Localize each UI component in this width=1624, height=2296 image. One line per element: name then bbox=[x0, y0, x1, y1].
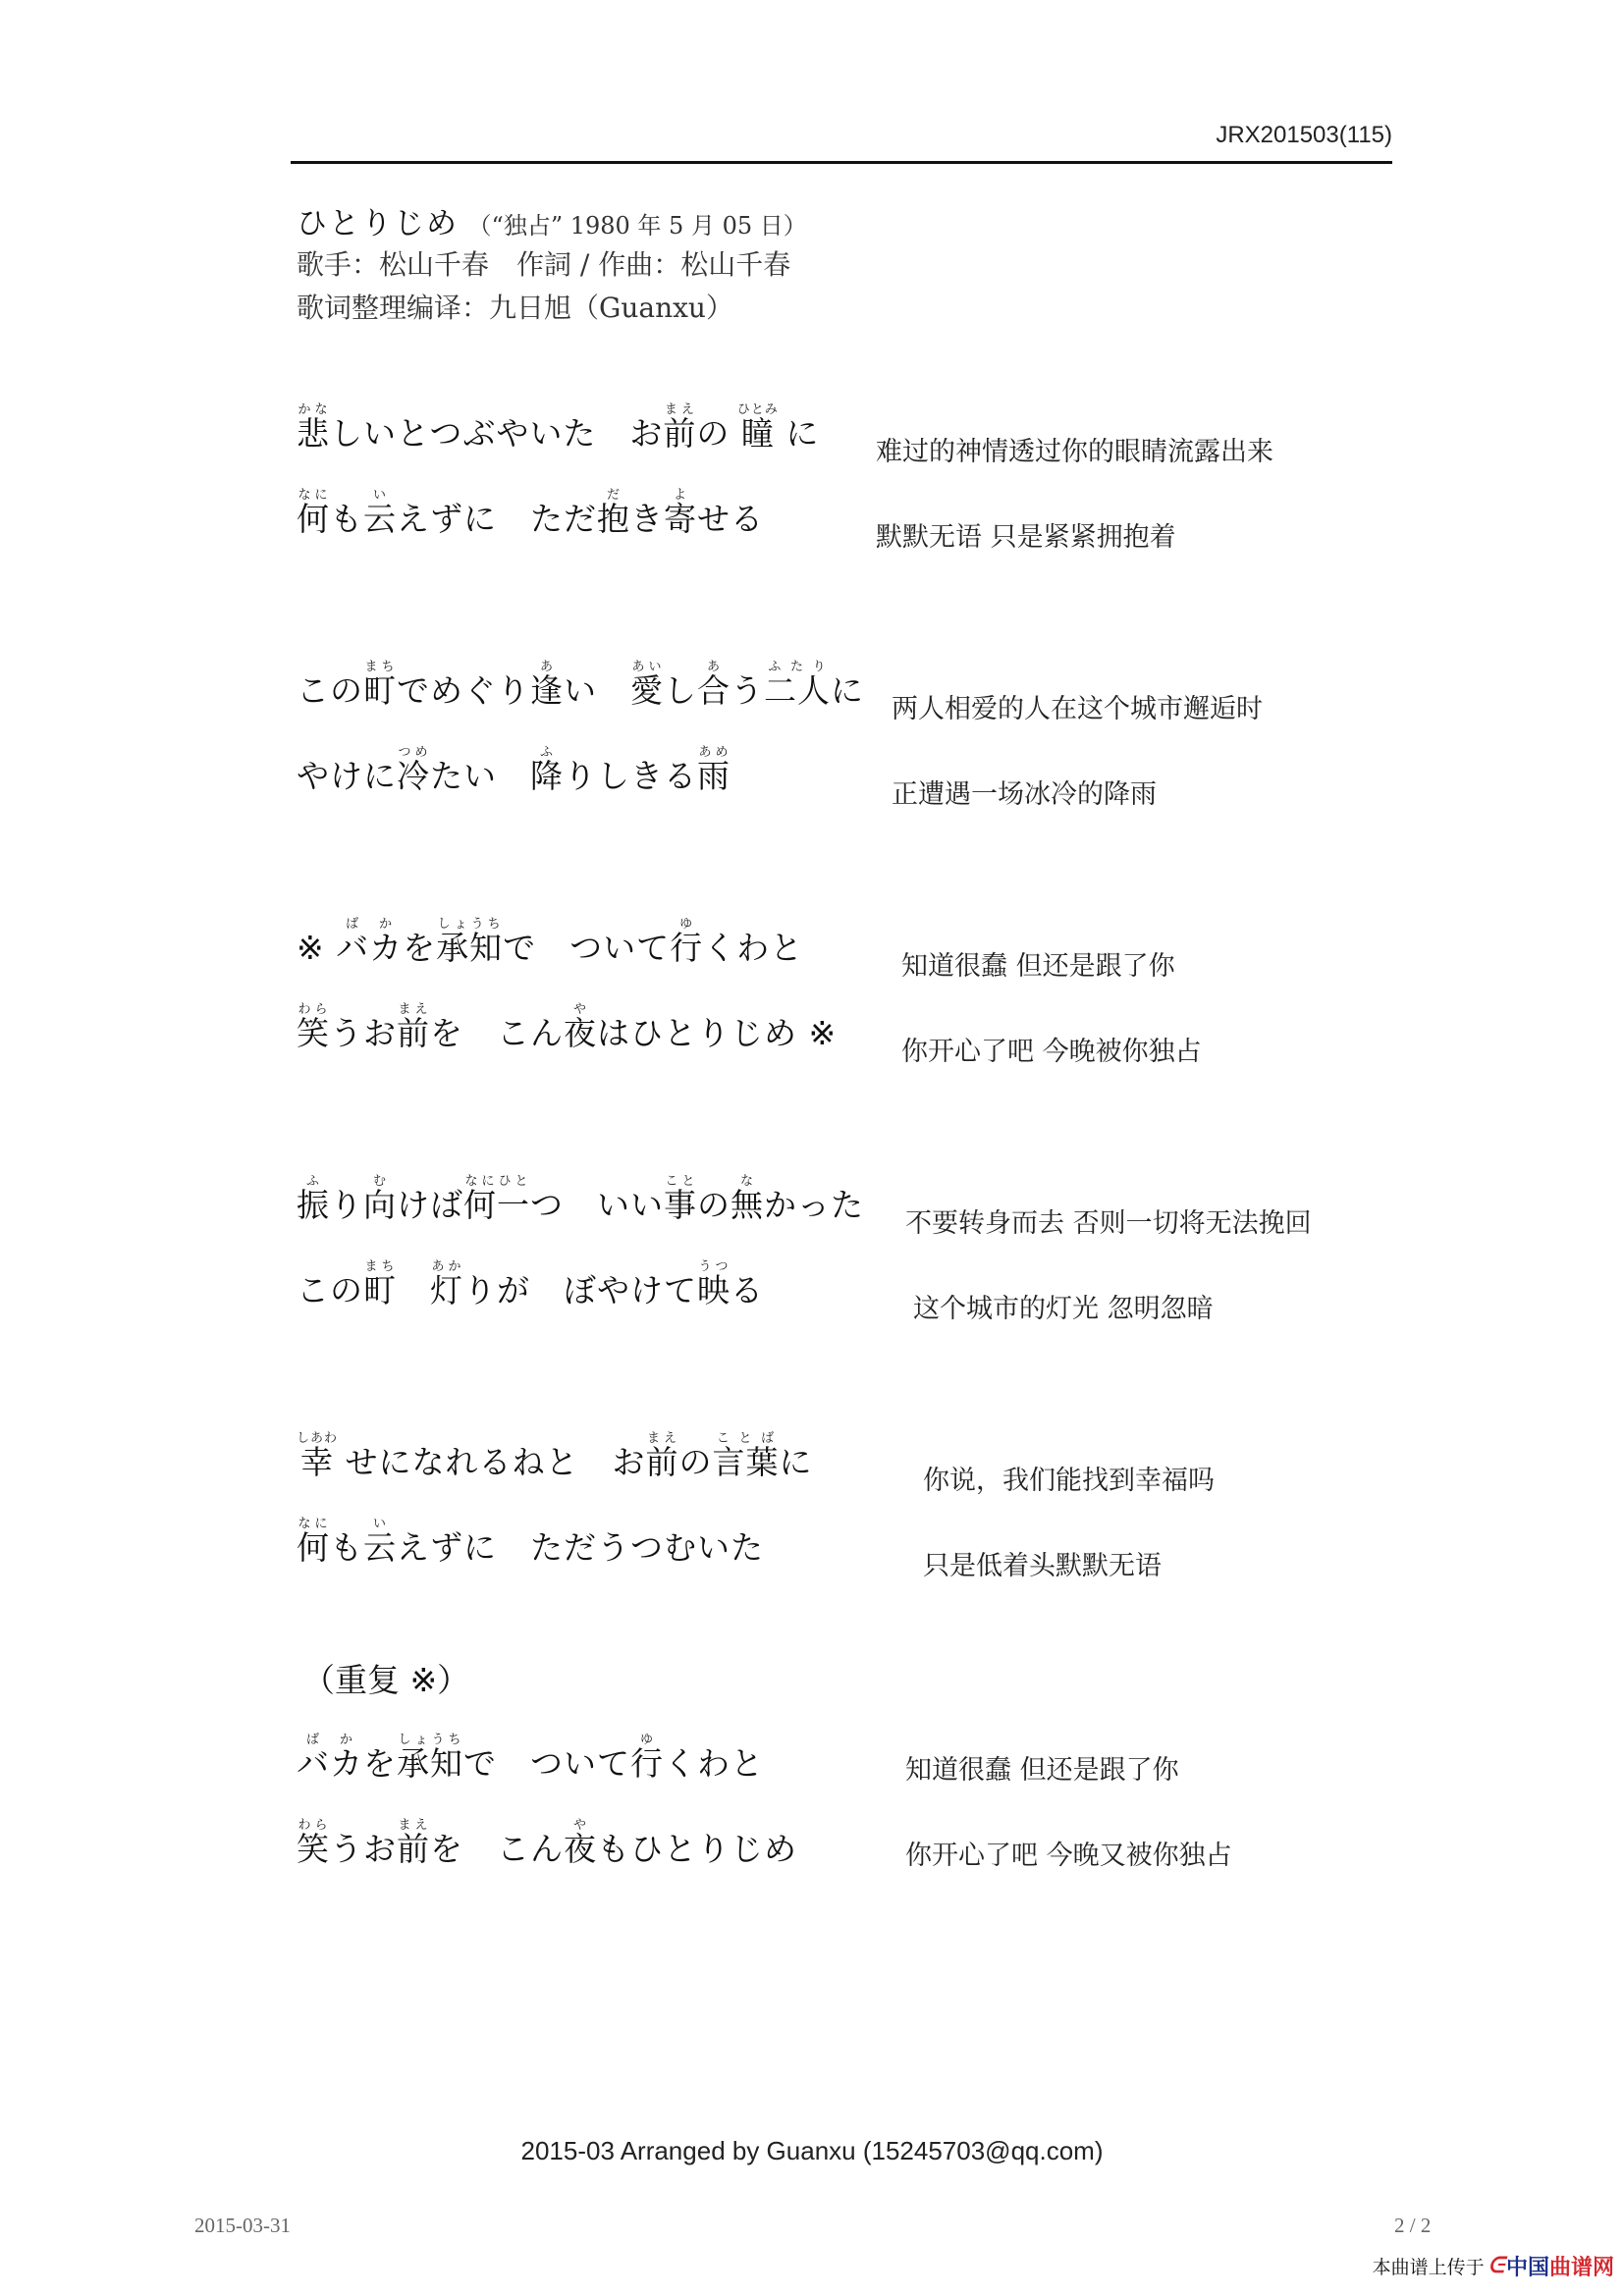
site-logo bbox=[1489, 2251, 1614, 2281]
lyric-kanji-with-furigana bbox=[363, 488, 397, 538]
lyric-text: せになれるねと お bbox=[334, 1443, 646, 1481]
lyric-kanji-with-furigana bbox=[731, 1174, 764, 1224]
furigana: まえ bbox=[663, 402, 697, 417]
lyric-kanji-with-furigana bbox=[336, 917, 404, 967]
lyric-kanji: 瞳 bbox=[736, 414, 779, 453]
furigana: なに bbox=[297, 1517, 330, 1531]
lyric-jp-line bbox=[297, 1818, 797, 1869]
lyric-kanji: 言葉 bbox=[712, 1443, 780, 1481]
furigana: ふたり bbox=[764, 660, 831, 674]
lyric-kanji: 笑 bbox=[297, 1830, 330, 1868]
furigana: だ bbox=[597, 488, 630, 503]
arranger-footer-credit: 2015-03 Arranged by Guanxu (15245703@qq.com) bbox=[520, 2136, 1104, 2165]
song-title bbox=[297, 198, 807, 242]
upload-watermark bbox=[1373, 2251, 1614, 2281]
lyric-kanji-with-furigana bbox=[664, 1174, 697, 1224]
lyric-text: かった bbox=[764, 1186, 864, 1224]
lyric-text: この bbox=[297, 1271, 363, 1309]
furigana: なに bbox=[297, 488, 330, 503]
lyric-kanji: 降 bbox=[530, 757, 564, 795]
furigana: な bbox=[731, 1174, 764, 1189]
lyric-text: で ついて bbox=[463, 1744, 630, 1783]
lyric-kanji: 抱 bbox=[597, 500, 630, 538]
furigana: ことば bbox=[712, 1431, 780, 1446]
lyric-text: を bbox=[363, 1744, 397, 1783]
lyric-kanji: バカ bbox=[297, 1744, 363, 1783]
lyric-text: し bbox=[664, 671, 697, 710]
lyric-kanji: 幸 bbox=[297, 1443, 338, 1481]
furigana: まち bbox=[363, 1259, 397, 1274]
lyric-text: う bbox=[731, 671, 764, 710]
lyric-kanji: 愛 bbox=[630, 671, 664, 710]
lyric-jp-line bbox=[297, 917, 803, 968]
lyric-kanji: 行 bbox=[630, 1744, 664, 1783]
lyric-text: やけに bbox=[297, 757, 397, 795]
lyric-zh-line: 只是低着头默默无语 bbox=[923, 1551, 1162, 1581]
lyric-zh-line: 知道很蠢 但还是跟了你 bbox=[901, 951, 1175, 982]
lyric-text: もひとりじめ bbox=[597, 1830, 797, 1868]
lyric-kanji: 何一 bbox=[463, 1186, 530, 1224]
lyric-text: き bbox=[630, 500, 664, 538]
lyric-kanji: 映 bbox=[697, 1271, 731, 1309]
lyric-kanji-with-furigana bbox=[697, 1259, 731, 1309]
furigana: わら bbox=[297, 1818, 330, 1833]
lyric-kanji-with-furigana bbox=[463, 1174, 530, 1224]
lyric-kanji: 云 bbox=[363, 500, 397, 538]
lyric-text: に bbox=[779, 1443, 813, 1481]
lyric-kanji-with-furigana bbox=[363, 660, 397, 710]
lyric-text: はひとりじめ ※ bbox=[597, 1014, 838, 1052]
furigana: ばか bbox=[297, 1733, 363, 1747]
lyric-kanji: 二人 bbox=[764, 671, 831, 710]
lyric-text: に bbox=[774, 414, 820, 453]
header-rule bbox=[291, 161, 1392, 164]
lyric-kanji: 町 bbox=[363, 671, 397, 710]
lyric-kanji: 前 bbox=[397, 1830, 430, 1868]
lyric-kanji-with-furigana bbox=[397, 1818, 430, 1868]
lyric-kanji: 振 bbox=[297, 1186, 330, 1224]
furigana: まえ bbox=[397, 1818, 430, 1833]
lyric-kanji-with-furigana bbox=[363, 1259, 397, 1309]
lyric-text: この bbox=[297, 671, 363, 710]
singer-credit: 歌手：松山千春 作詞 / 作曲：松山千春 bbox=[297, 248, 791, 281]
lyric-zh-line: 两人相爱的人在这个城市邂逅时 bbox=[892, 694, 1263, 724]
lyric-text bbox=[397, 1271, 430, 1309]
lyric-zh-line: 你说，我们能找到幸福吗 bbox=[923, 1466, 1215, 1496]
furigana: ふ bbox=[297, 1174, 330, 1189]
site-name-part-b: 曲谱网 bbox=[1548, 2256, 1614, 2280]
lyric-kanji-with-furigana bbox=[564, 1002, 597, 1052]
lyric-kanji-with-furigana bbox=[297, 402, 330, 453]
song-title-subtitle: （“独占” 1980 年 5 月 05 日） bbox=[467, 212, 807, 240]
lyric-text: しいとつぶやいた お bbox=[330, 414, 664, 453]
furigana: わら bbox=[297, 1002, 330, 1017]
lyric-kanji-with-furigana bbox=[297, 1818, 330, 1868]
lyric-kanji-with-furigana bbox=[670, 917, 704, 967]
lyric-kanji: 承知 bbox=[436, 929, 504, 967]
lyric-text: でめぐり bbox=[397, 671, 530, 710]
lyric-kanji-with-furigana bbox=[764, 660, 831, 710]
lyric-text: せる bbox=[697, 500, 764, 538]
lyric-kanji: 町 bbox=[363, 1271, 397, 1309]
lyric-text: を こん bbox=[430, 1830, 564, 1868]
lyric-kanji: 何 bbox=[297, 500, 330, 538]
lyric-kanji: 悲 bbox=[297, 414, 330, 453]
furigana: つめ bbox=[397, 745, 430, 760]
lyric-kanji-with-furigana bbox=[564, 1818, 597, 1868]
lyric-kanji: 云 bbox=[363, 1528, 397, 1567]
furigana: ふ bbox=[530, 745, 564, 760]
lyric-text: の bbox=[696, 414, 741, 453]
arranger-credit: 歌词整理编译：九日旭（Guanxu） bbox=[297, 292, 733, 324]
lyric-kanji-with-furigana bbox=[397, 745, 430, 795]
furigana: ひとみ bbox=[736, 402, 779, 417]
lyric-kanji-with-furigana bbox=[697, 745, 731, 795]
lyric-kanji-with-furigana bbox=[363, 1174, 397, 1224]
upload-label: 本曲谱上传于 bbox=[1372, 2257, 1485, 2278]
lyric-text: くわと bbox=[664, 1744, 764, 1783]
lyric-jp-line bbox=[297, 488, 764, 539]
lyric-zh-line: 你开心了吧 今晚被你独占 bbox=[901, 1037, 1202, 1067]
furigana: まち bbox=[363, 660, 397, 674]
lyric-kanji-with-furigana bbox=[530, 660, 564, 710]
lyric-kanji-with-furigana bbox=[630, 1733, 664, 1783]
lyric-kanji-with-furigana bbox=[630, 660, 664, 710]
lyric-kanji: 前 bbox=[645, 1443, 679, 1481]
furigana: まえ bbox=[645, 1431, 679, 1446]
lyric-text: の bbox=[697, 1186, 731, 1224]
lyric-text: い bbox=[564, 671, 630, 710]
lyric-kanji: 行 bbox=[670, 929, 704, 967]
lyric-text: えずに ただ bbox=[397, 500, 597, 538]
lyric-zh-line: 知道很蠢 但还是跟了你 bbox=[905, 1755, 1179, 1786]
lyric-kanji-with-furigana bbox=[297, 1174, 330, 1224]
furigana: ばか bbox=[336, 917, 404, 932]
furigana: や bbox=[564, 1002, 597, 1017]
lyric-zh-line: 不要转身而去 否则一切将无法挽回 bbox=[905, 1208, 1312, 1239]
lyric-jp-line bbox=[297, 1259, 764, 1310]
lyric-text: も bbox=[330, 500, 363, 538]
furigana: しょうち bbox=[436, 917, 504, 932]
lyric-kanji-with-furigana bbox=[712, 1431, 780, 1481]
furigana: ゆ bbox=[670, 917, 704, 932]
lyric-kanji: 合 bbox=[697, 671, 731, 710]
print-date: 2015-03-31 bbox=[194, 2214, 291, 2237]
furigana: い bbox=[363, 1517, 397, 1531]
lyric-text: うお bbox=[330, 1830, 397, 1868]
furigana: しょうち bbox=[397, 1733, 463, 1747]
lyric-jp-line bbox=[297, 660, 864, 711]
lyric-jp-line bbox=[297, 1733, 764, 1784]
lyric-text: り bbox=[330, 1186, 363, 1224]
lyric-text: で ついて bbox=[503, 929, 671, 967]
furigana: うつ bbox=[697, 1259, 731, 1274]
furigana: あか bbox=[430, 1259, 463, 1274]
lyric-text: の bbox=[678, 1443, 713, 1481]
lyric-kanji: 前 bbox=[397, 1014, 430, 1052]
furigana: かな bbox=[297, 402, 330, 417]
lyric-text: つ いい bbox=[530, 1186, 664, 1224]
lyric-jp-line bbox=[297, 1002, 837, 1053]
lyric-kanji: 冷 bbox=[397, 757, 430, 795]
lyric-kanji: 雨 bbox=[697, 757, 731, 795]
furigana: あ bbox=[697, 660, 731, 674]
site-name-part-a: 中国 bbox=[1505, 2256, 1549, 2280]
lyric-text: けば bbox=[397, 1186, 463, 1224]
lyric-text: うお bbox=[330, 1014, 397, 1052]
lyric-text: りしきる bbox=[564, 757, 697, 795]
lyric-kanji-with-furigana bbox=[397, 1733, 463, 1783]
lyric-kanji: 夜 bbox=[564, 1014, 597, 1052]
lyric-text: りが ぼやけて bbox=[463, 1271, 697, 1309]
lyric-kanji: 何 bbox=[297, 1528, 330, 1567]
document-code: JRX201503(115) bbox=[1216, 122, 1392, 148]
song-title-jp: ひとりじめ bbox=[297, 206, 459, 241]
lyric-kanji-with-furigana bbox=[297, 1431, 339, 1481]
lyric-text: る bbox=[731, 1271, 764, 1309]
lyric-kanji: 事 bbox=[664, 1186, 697, 1224]
lyric-kanji-with-furigana bbox=[530, 745, 564, 795]
lyric-kanji-with-furigana bbox=[297, 1517, 330, 1567]
lyric-kanji-with-furigana bbox=[645, 1431, 679, 1481]
lyric-kanji-with-furigana bbox=[436, 917, 504, 967]
furigana: あめ bbox=[697, 745, 731, 760]
lyric-zh-line: 难过的神情透过你的眼睛流露出来 bbox=[876, 437, 1273, 467]
lyric-jp-line bbox=[297, 402, 819, 454]
lyric-kanji-with-furigana bbox=[663, 402, 697, 453]
repeat-marker: （重复 ※） bbox=[302, 1661, 470, 1699]
furigana: や bbox=[564, 1818, 597, 1833]
furigana: しあわ bbox=[297, 1431, 339, 1446]
lyric-jp-line bbox=[297, 1431, 813, 1482]
page-number: 2 / 2 bbox=[1394, 2214, 1432, 2237]
lyric-zh-line: 这个城市的灯光 忽明忽暗 bbox=[913, 1294, 1214, 1324]
furigana: あ bbox=[530, 660, 564, 674]
lyric-kanji: 無 bbox=[731, 1186, 764, 1224]
lyric-text: を こん bbox=[430, 1014, 564, 1052]
lyric-jp-line bbox=[297, 745, 731, 796]
furigana: こと bbox=[664, 1174, 697, 1189]
lyric-text: ※ bbox=[297, 929, 337, 967]
lyric-kanji-with-furigana bbox=[664, 488, 697, 538]
lyric-kanji-with-furigana bbox=[597, 488, 630, 538]
lyric-text: くわと bbox=[703, 929, 804, 967]
lyric-kanji-with-furigana bbox=[297, 1002, 330, 1052]
furigana: ゆ bbox=[630, 1733, 664, 1747]
lyric-kanji-with-furigana bbox=[397, 1002, 430, 1052]
lyric-zh-line: 正遭遇一场冰冷的降雨 bbox=[892, 779, 1157, 810]
lyric-kanji: 灯 bbox=[430, 1271, 463, 1309]
furigana: なにひと bbox=[463, 1174, 530, 1189]
lyric-jp-line bbox=[297, 1517, 764, 1568]
lyric-kanji-with-furigana bbox=[363, 1517, 397, 1567]
lyric-kanji: 前 bbox=[663, 414, 697, 453]
lyric-kanji: 向 bbox=[363, 1186, 397, 1224]
furigana: よ bbox=[664, 488, 697, 503]
furigana: あい bbox=[630, 660, 664, 674]
site-logo-icon: ᕮ bbox=[1488, 2254, 1504, 2278]
lyric-kanji: バカ bbox=[336, 929, 404, 967]
lyric-kanji: 逢 bbox=[530, 671, 564, 710]
lyric-text: も bbox=[330, 1528, 363, 1567]
lyric-kanji: 笑 bbox=[297, 1014, 330, 1052]
lyric-kanji-with-furigana bbox=[736, 402, 779, 453]
lyric-kanji-with-furigana bbox=[297, 1733, 363, 1783]
furigana: む bbox=[363, 1174, 397, 1189]
lyric-zh-line: 你开心了吧 今晚又被你独占 bbox=[905, 1841, 1232, 1871]
lyric-kanji-with-furigana bbox=[697, 660, 731, 710]
lyric-kanji: 夜 bbox=[564, 1830, 597, 1868]
lyric-zh-line: 默默无语 只是紧紧拥抱着 bbox=[876, 522, 1176, 553]
lyric-kanji-with-furigana bbox=[297, 488, 330, 538]
lyric-kanji: 承知 bbox=[397, 1744, 463, 1783]
lyric-text: たい bbox=[430, 757, 530, 795]
lyric-kanji-with-furigana bbox=[430, 1259, 463, 1309]
lyric-text: に bbox=[831, 671, 864, 710]
furigana: まえ bbox=[397, 1002, 430, 1017]
lyric-text: を bbox=[403, 929, 437, 967]
lyric-text: えずに ただうつむいた bbox=[397, 1528, 764, 1567]
lyric-kanji: 寄 bbox=[664, 500, 697, 538]
furigana: い bbox=[363, 488, 397, 503]
lyric-jp-line bbox=[297, 1174, 864, 1225]
